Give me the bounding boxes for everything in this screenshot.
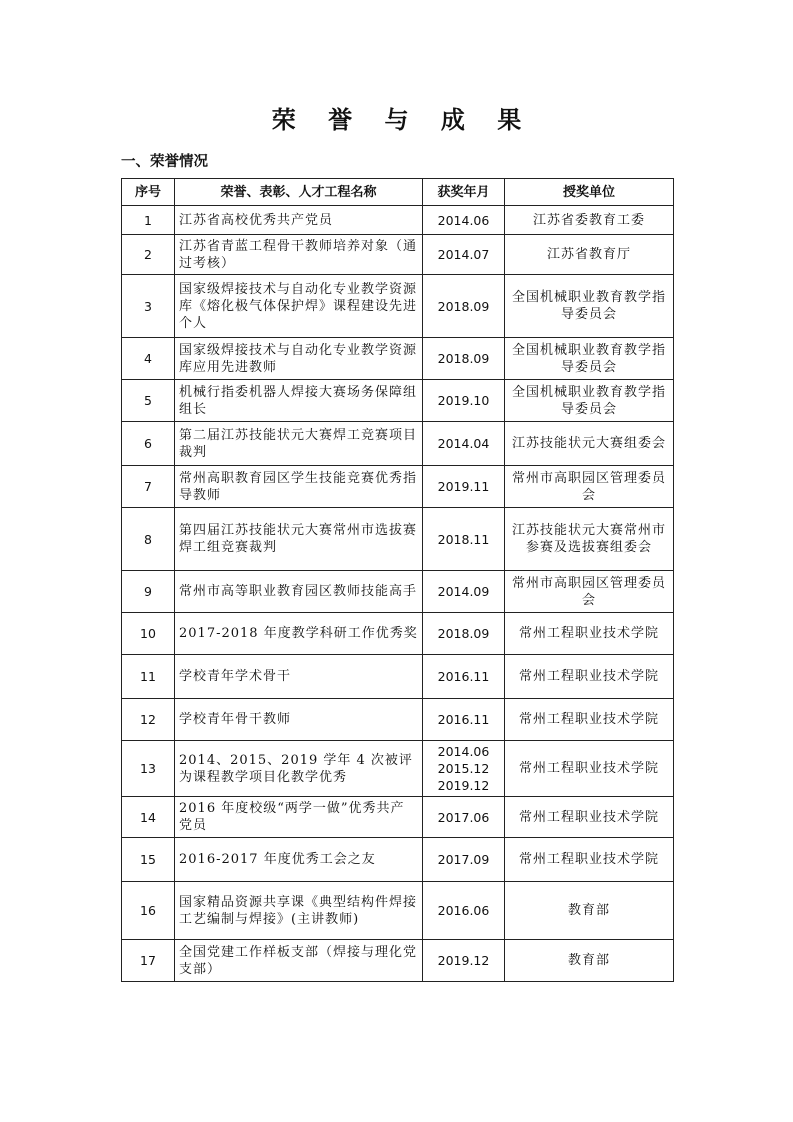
award-date-cell bbox=[423, 741, 505, 797]
award-date: 2019.10 bbox=[437, 393, 490, 408]
award-date: 2019.12 bbox=[437, 778, 490, 793]
honor-name: 第四届江苏技能状元大赛常州市选拔赛焊工组竞赛裁判 bbox=[175, 508, 423, 571]
awarding-unit: 常州市高职园区管理委员会 bbox=[505, 466, 674, 508]
honor-name: 2016-2017 年度优秀工会之友 bbox=[175, 838, 423, 882]
awarding-unit: 教育部 bbox=[505, 882, 674, 940]
row-number: 7 bbox=[122, 466, 175, 508]
table-row bbox=[122, 275, 674, 338]
row-number: 1 bbox=[122, 206, 175, 235]
row-number: 6 bbox=[122, 422, 175, 466]
honors-table bbox=[121, 178, 674, 982]
table-row bbox=[122, 741, 674, 797]
awarding-unit: 江苏技能状元大赛常州市参赛及选拔赛组委会 bbox=[505, 508, 674, 571]
table-header bbox=[122, 179, 674, 206]
table-row bbox=[122, 206, 674, 235]
award-date: 2014.06 bbox=[437, 744, 490, 759]
table-body bbox=[122, 206, 674, 982]
awarding-unit: 全国机械职业教育教学指导委员会 bbox=[505, 275, 674, 338]
table-row bbox=[122, 655, 674, 699]
awarding-unit: 常州工程职业技术学院 bbox=[505, 797, 674, 838]
row-number: 16 bbox=[122, 882, 175, 940]
row-number: 11 bbox=[122, 655, 175, 699]
row-number: 4 bbox=[122, 338, 175, 380]
awarding-unit: 江苏省教育厅 bbox=[505, 235, 674, 275]
table-row bbox=[122, 699, 674, 741]
page-title: 荣 誉 与 成 果 bbox=[271, 106, 534, 134]
honor-name: 常州高职教育园区学生技能竞赛优秀指导教师 bbox=[175, 466, 423, 508]
table-row bbox=[122, 882, 674, 940]
honor-name: 2014、2015、2019 学年 4 次被评为课程教学项目化教学优秀 bbox=[175, 741, 423, 797]
award-date: 2014.04 bbox=[437, 436, 490, 451]
award-date: 2019.11 bbox=[437, 479, 490, 494]
table-row bbox=[122, 235, 674, 275]
award-date-cell bbox=[423, 508, 505, 571]
award-date-cell bbox=[423, 699, 505, 741]
award-date-cell bbox=[423, 275, 505, 338]
award-date-cell bbox=[423, 797, 505, 838]
table-row bbox=[122, 466, 674, 508]
award-date: 2018.09 bbox=[437, 626, 490, 641]
honor-name: 第二届江苏技能状元大赛焊工竞赛项目裁判 bbox=[175, 422, 423, 466]
honor-name: 国家精品资源共享课《典型结构件焊接工艺编制与焊接》(主讲教师) bbox=[175, 882, 423, 940]
awarding-unit: 常州市高职园区管理委员会 bbox=[505, 571, 674, 613]
row-number: 10 bbox=[122, 613, 175, 655]
row-number: 14 bbox=[122, 797, 175, 838]
award-date-cell bbox=[423, 655, 505, 699]
award-date: 2018.09 bbox=[437, 298, 490, 314]
award-date-cell bbox=[423, 838, 505, 882]
table-row bbox=[122, 838, 674, 882]
award-date: 2016.06 bbox=[437, 903, 490, 918]
awarding-unit: 常州工程职业技术学院 bbox=[505, 741, 674, 797]
award-date: 2017.06 bbox=[437, 809, 490, 825]
honor-name: 2016 年度校级“两学一做”优秀共产党员 bbox=[175, 797, 423, 838]
honor-name: 国家级焊接技术与自动化专业教学资源库《熔化极气体保护焊》课程建设先进个人 bbox=[175, 275, 423, 338]
row-number: 8 bbox=[122, 508, 175, 571]
table-row bbox=[122, 508, 674, 571]
row-number: 17 bbox=[122, 940, 175, 982]
awarding-unit: 全国机械职业教育教学指导委员会 bbox=[505, 380, 674, 422]
award-date: 2015.12 bbox=[437, 761, 490, 776]
row-number: 13 bbox=[122, 741, 175, 797]
header-date: 获奖年月 bbox=[423, 179, 505, 206]
table-row bbox=[122, 338, 674, 380]
honor-name: 国家级焊接技术与自动化专业教学资源库应用先进教师 bbox=[175, 338, 423, 380]
row-number: 12 bbox=[122, 699, 175, 741]
row-number: 15 bbox=[122, 838, 175, 882]
honor-name: 全国党建工作样板支部（焊接与理化党支部） bbox=[175, 940, 423, 982]
award-date: 2018.09 bbox=[437, 351, 490, 366]
honor-name: 江苏省高校优秀共产党员 bbox=[175, 206, 423, 235]
header-unit: 授奖单位 bbox=[505, 179, 674, 206]
award-date: 2014.06 bbox=[437, 212, 490, 228]
awarding-unit: 常州工程职业技术学院 bbox=[505, 838, 674, 882]
award-date: 2018.11 bbox=[437, 531, 490, 547]
awarding-unit: 江苏技能状元大赛组委会 bbox=[505, 422, 674, 466]
awarding-unit: 江苏省委教育工委 bbox=[505, 206, 674, 235]
table-row bbox=[122, 613, 674, 655]
honor-name: 机械行指委机器人焊接大赛场务保障组组长 bbox=[175, 380, 423, 422]
awarding-unit: 全国机械职业教育教学指导委员会 bbox=[505, 338, 674, 380]
honor-name: 常州市高等职业教育园区教师技能高手 bbox=[175, 571, 423, 613]
row-number: 5 bbox=[122, 380, 175, 422]
honor-name: 2017-2018 年度教学科研工作优秀奖 bbox=[175, 613, 423, 655]
section-heading: 一、荣誉情况 bbox=[121, 154, 208, 170]
row-number: 3 bbox=[122, 275, 175, 338]
award-date-cell bbox=[423, 613, 505, 655]
row-number: 9 bbox=[122, 571, 175, 613]
table-row bbox=[122, 571, 674, 613]
table-row bbox=[122, 940, 674, 982]
awarding-unit: 常州工程职业技术学院 bbox=[505, 613, 674, 655]
header-name: 荣誉、表彰、人才工程名称 bbox=[175, 179, 423, 206]
table-row bbox=[122, 380, 674, 422]
award-date-cell bbox=[423, 422, 505, 466]
honor-name: 学校青年骨干教师 bbox=[175, 699, 423, 741]
table-row bbox=[122, 422, 674, 466]
awarding-unit: 常州工程职业技术学院 bbox=[505, 699, 674, 741]
award-date-cell bbox=[423, 206, 505, 235]
honor-name: 学校青年学术骨干 bbox=[175, 655, 423, 699]
award-date-cell bbox=[423, 235, 505, 275]
row-number: 2 bbox=[122, 235, 175, 275]
award-date: 2014.07 bbox=[437, 247, 490, 262]
table-row bbox=[122, 797, 674, 838]
award-date-cell bbox=[423, 338, 505, 380]
award-date-cell bbox=[423, 882, 505, 940]
award-date: 2019.12 bbox=[437, 953, 490, 968]
honor-name: 江苏省青蓝工程骨干教师培养对象（通过考核） bbox=[175, 235, 423, 275]
award-date: 2014.09 bbox=[437, 584, 490, 599]
award-date-cell bbox=[423, 466, 505, 508]
award-date: 2016.11 bbox=[437, 669, 490, 684]
award-date: 2017.09 bbox=[437, 852, 490, 867]
award-date-cell bbox=[423, 380, 505, 422]
award-date-cell bbox=[423, 571, 505, 613]
awarding-unit: 常州工程职业技术学院 bbox=[505, 655, 674, 699]
header-row bbox=[122, 179, 674, 206]
award-date-cell bbox=[423, 940, 505, 982]
award-date: 2016.11 bbox=[437, 712, 490, 727]
header-no: 序号 bbox=[122, 179, 175, 206]
awarding-unit: 教育部 bbox=[505, 940, 674, 982]
